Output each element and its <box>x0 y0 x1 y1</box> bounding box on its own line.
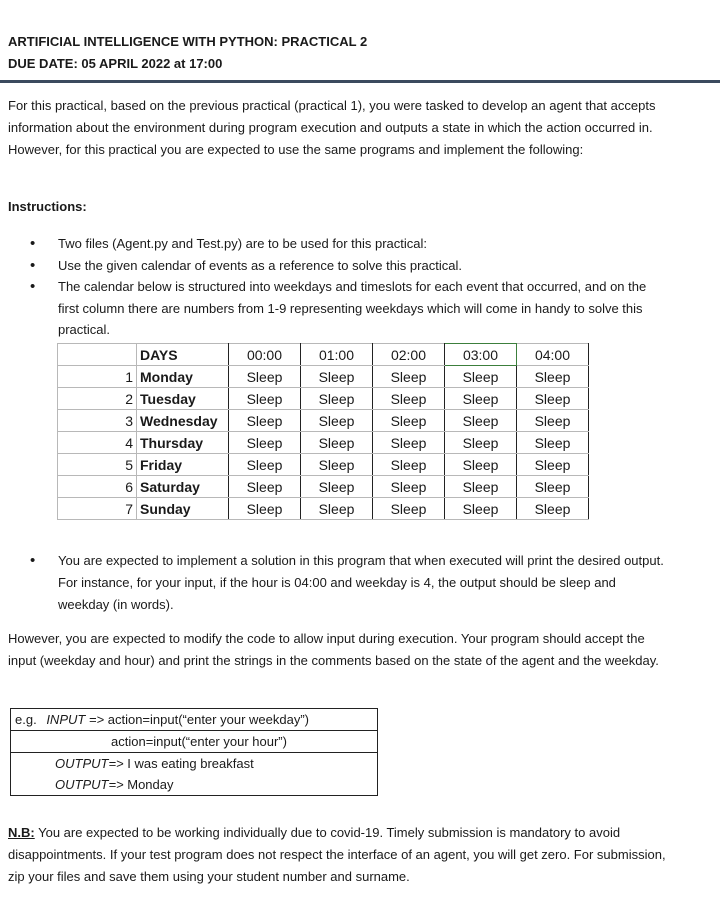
nb-text: You are expected to be working individually due to covid-19. Timely submission is mandatory to avoid disappointments. If your test program does not respect the interface of an agent, you will get zero. For submission, zip your files and save them using your student number and surname. <box>8 825 666 884</box>
table-row <box>58 432 589 454</box>
table-cell: Sleep <box>301 366 373 388</box>
table-cell: Sleep <box>373 388 445 410</box>
table-cell: Sleep <box>517 476 589 498</box>
example-row-2 <box>11 730 377 752</box>
table-cell: Sleep <box>373 432 445 454</box>
eg-label: e.g. <box>15 712 37 727</box>
table-cell: Sleep <box>229 410 301 432</box>
table-row <box>58 410 589 432</box>
table-cell: Sleep <box>373 476 445 498</box>
table-cell: Sleep <box>373 366 445 388</box>
table-row <box>58 366 589 388</box>
time-header: 02:00 <box>373 344 445 366</box>
table-cell: Sleep <box>445 410 517 432</box>
table-cell: Sleep <box>445 454 517 476</box>
table-cell: Sleep <box>229 454 301 476</box>
table-cell: Sleep <box>517 432 589 454</box>
instructions-heading: Instructions: <box>8 199 87 214</box>
document-title: ARTIFICIAL INTELLIGENCE WITH PYTHON: PRACTICAL 2 <box>8 34 368 49</box>
time-header: 01:00 <box>301 344 373 366</box>
table-cell: Sleep <box>301 498 373 520</box>
table-cell: Sleep <box>517 388 589 410</box>
weekday-number: 4 <box>58 432 137 454</box>
table-cell: Sleep <box>229 366 301 388</box>
table-cell: Sleep <box>517 366 589 388</box>
output-label: OUTPUT=> <box>55 777 124 792</box>
weekday-name: Friday <box>137 454 229 476</box>
table-row <box>58 454 589 476</box>
nb-paragraph <box>8 822 668 888</box>
instruction-list-2 <box>30 550 670 616</box>
table-cell: Sleep <box>445 476 517 498</box>
calendar-header-row <box>58 344 589 366</box>
table-cell: Sleep <box>517 498 589 520</box>
output-line-1: I was eating breakfast <box>127 756 254 771</box>
list-item: • Use the given calendar of events as a reference to solve this practical. <box>30 255 670 277</box>
output-label: OUTPUT=> <box>55 756 124 771</box>
weekday-number: 5 <box>58 454 137 476</box>
output-line-2: Monday <box>127 777 174 792</box>
table-row <box>58 498 589 520</box>
table-cell: Sleep <box>517 410 589 432</box>
time-header: 04:00 <box>517 344 589 366</box>
weekday-number: 6 <box>58 476 137 498</box>
weekday-name: Monday <box>137 366 229 388</box>
table-cell: Sleep <box>229 432 301 454</box>
list-item: • You are expected to implement a solution in this program that when executed will print the desired output. For instance, for your input, if the hour is 04:00 and weekday is 4, the output should be sleep and weekday (in words). <box>30 550 670 616</box>
num-header <box>58 344 137 366</box>
table-cell: Sleep <box>301 476 373 498</box>
table-cell: Sleep <box>517 454 589 476</box>
table-cell: Sleep <box>229 388 301 410</box>
table-cell: Sleep <box>301 410 373 432</box>
weekday-name: Wednesday <box>137 410 229 432</box>
weekday-number: 7 <box>58 498 137 520</box>
example-row-3 <box>11 752 377 774</box>
table-cell: Sleep <box>445 366 517 388</box>
input-line-2: action=input(“enter your hour”) <box>111 734 287 749</box>
intro-paragraph: For this practical, based on the previous practical (practical 1), you were tasked to develop an agent that accepts information about the environment during program execution and outputs a state in which the action occurred in. However, for this practical you are expected to use the same programs and implement the following: <box>8 98 656 157</box>
table-cell: Sleep <box>373 410 445 432</box>
table-cell: Sleep <box>229 476 301 498</box>
table-cell: Sleep <box>373 498 445 520</box>
table-cell: Sleep <box>445 432 517 454</box>
example-row-4 <box>11 774 377 795</box>
nb-label: N.B: <box>8 825 35 840</box>
due-date: DUE DATE: 05 APRIL 2022 at 17:00 <box>8 56 223 71</box>
table-cell: Sleep <box>445 388 517 410</box>
weekday-name: Saturday <box>137 476 229 498</box>
table-cell: Sleep <box>373 454 445 476</box>
weekday-name: Tuesday <box>137 388 229 410</box>
table-cell: Sleep <box>445 498 517 520</box>
list-item: • Two files (Agent.py and Test.py) are to be used for this practical: <box>30 233 670 255</box>
weekday-number: 2 <box>58 388 137 410</box>
modification-paragraph: However, you are expected to modify the code to allow input during execution. Your program should accept the input (weekday and hour) and print the strings in the comments based on the state of the agent and the weekday. <box>8 631 659 668</box>
time-header: 00:00 <box>229 344 301 366</box>
table-cell: Sleep <box>229 498 301 520</box>
input-line-1: action=input(“enter your weekday”) <box>107 712 309 727</box>
table-cell: Sleep <box>301 432 373 454</box>
weekday-number: 1 <box>58 366 137 388</box>
header-divider <box>0 80 720 83</box>
example-box <box>10 708 378 796</box>
calendar-table <box>57 343 589 520</box>
input-label: INPUT => <box>46 712 105 727</box>
table-row <box>58 476 589 498</box>
weekday-name: Thursday <box>137 432 229 454</box>
weekday-number: 3 <box>58 410 137 432</box>
table-cell: Sleep <box>301 388 373 410</box>
table-cell: Sleep <box>301 454 373 476</box>
table-row <box>58 388 589 410</box>
example-row-1 <box>11 709 377 730</box>
list-item: • The calendar below is structured into weekdays and timeslots for each event that occurred, and on the first column there are numbers from 1-9 representing weekdays which will come in handy to solve this practical. <box>30 276 670 341</box>
instruction-list <box>30 233 670 341</box>
weekday-name: Sunday <box>137 498 229 520</box>
days-header: DAYS <box>137 344 229 366</box>
time-header: 03:00 <box>445 344 517 366</box>
